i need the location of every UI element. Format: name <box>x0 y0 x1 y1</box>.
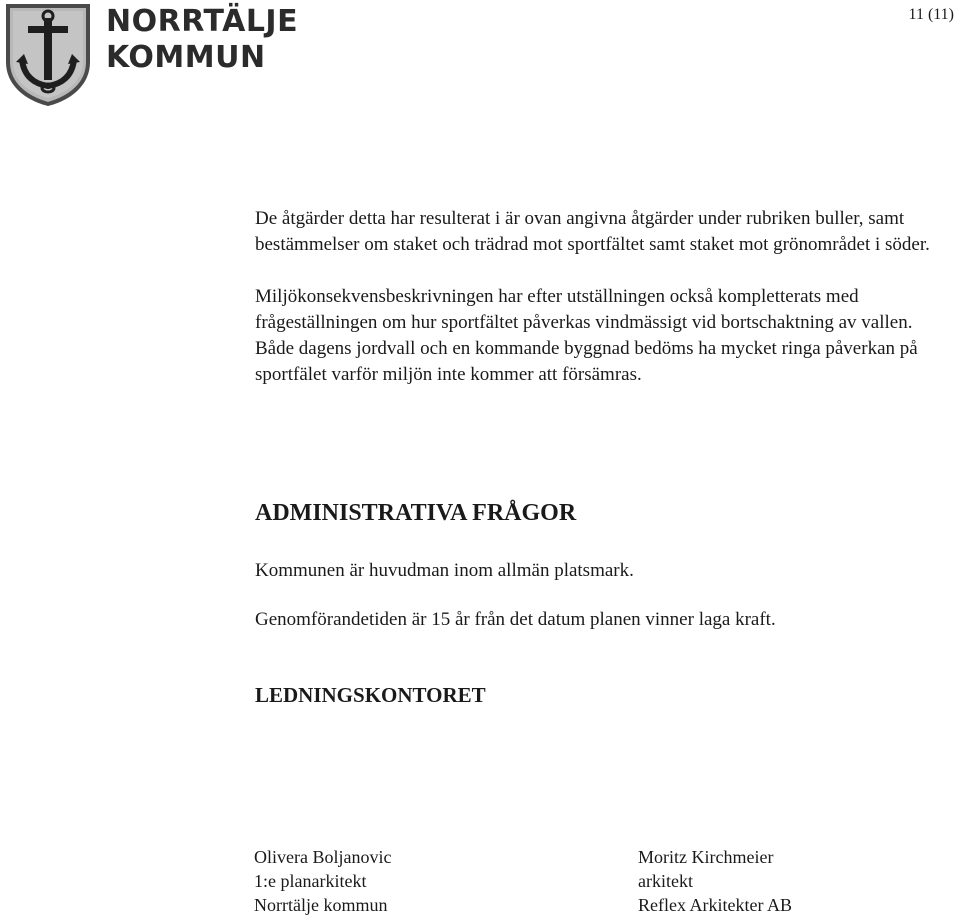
signature-block-left <box>254 845 391 917</box>
paragraph-measures: De åtgärder detta har resulterat i är ovan angivna åtgärder under rubriken buller, samt bestämmelser om staket och trädrad mot sportfältet samt staket mot grönområdet i söder. <box>255 208 930 255</box>
page-number: 11 (11) <box>908 6 954 23</box>
signer-title: 1:e planarkitekt <box>254 871 367 891</box>
section-heading-administrative: ADMINISTRATIVA FRÅGOR <box>255 500 577 526</box>
admin-line-principal: Kommunen är huvudman inom allmän platsmark. <box>255 560 634 581</box>
signer-name: Moritz Kirchmeier <box>638 847 774 867</box>
signer-name: Olivera Boljanovic <box>254 847 392 867</box>
signer-organization: Reflex Arkitekter AB <box>638 895 792 915</box>
logo-wordmark <box>106 4 298 76</box>
logo-line-1: NORRTÄLJE <box>106 4 299 39</box>
signature-block-right <box>638 845 792 917</box>
section-heading-management-office: LEDNINGSKONTORET <box>255 683 486 707</box>
anchor-shield-icon <box>4 2 92 106</box>
municipality-logo <box>4 2 299 106</box>
logo-line-2: KOMMUN <box>106 40 266 75</box>
signer-title: arkitekt <box>638 871 693 891</box>
paragraph-environment: Miljökonsekvensbeskrivningen har efter utställningen också kompletterats med frågeställningen om hur sportfältet påverkas vindmässigt vid bortschaktning av vallen. Både dagens jordvall och en kommande byggnad bedöms ha mycket ringa påverkan på sportfälet varför miljön inte kommer att försämras. <box>255 286 918 385</box>
body-text <box>255 206 945 388</box>
signer-organization: Norrtälje kommun <box>254 895 388 915</box>
admin-line-implementation-period: Genomförandetiden är 15 år från det datum planen vinner laga kraft. <box>255 609 776 630</box>
